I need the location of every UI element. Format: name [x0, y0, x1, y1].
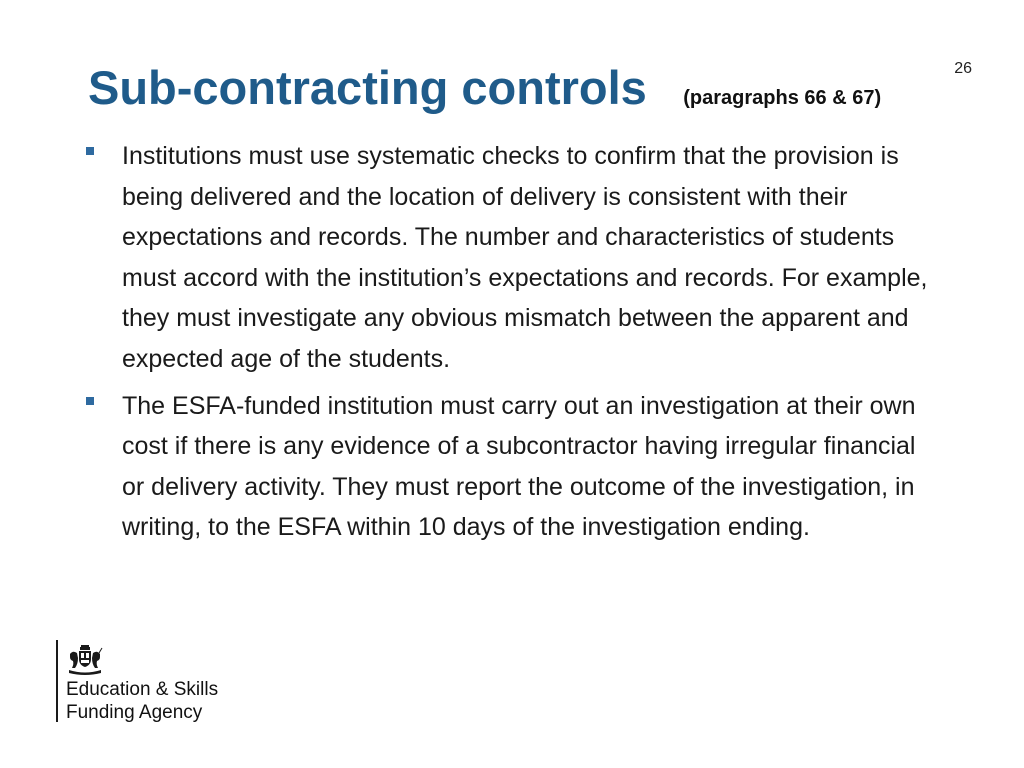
- bullet-item: [84, 136, 944, 380]
- slide-subtitle: (paragraphs 66 & 67): [683, 87, 882, 109]
- title-row: [88, 60, 968, 115]
- square-bullet-icon: [86, 147, 94, 155]
- esfa-logo: [56, 640, 276, 724]
- logo-line-1: Education & Skills: [66, 679, 219, 700]
- bullet-list: [84, 136, 944, 554]
- bullet-text: The ESFA-funded institution must carry out an investigation at their own cost if there is any evidence of a subcontractor having irregular financial or delivery activity. They must report the outcome of the investigation, in writing, to the ESFA within 10 days of the investigation ending.: [122, 391, 916, 542]
- slide-title: Sub-contracting controls: [88, 61, 647, 114]
- bullet-text: Institutions must use systematic checks to confirm that the provision is being delivered and the location of delivery is consistent with their expectations and records. The number and characteristics of students must accord with the institution’s expectations and records. For example, they must investigate any obvious mismatch between the apparent and expected age of the students.: [122, 142, 928, 373]
- logo-divider: [56, 640, 58, 722]
- royal-crest-icon: [66, 644, 104, 676]
- square-bullet-icon: [86, 397, 94, 405]
- logo-line-2: Funding Agency: [66, 702, 203, 723]
- slide-number: 26: [954, 60, 972, 77]
- logo-text: [66, 678, 218, 724]
- bullet-item: [84, 386, 944, 548]
